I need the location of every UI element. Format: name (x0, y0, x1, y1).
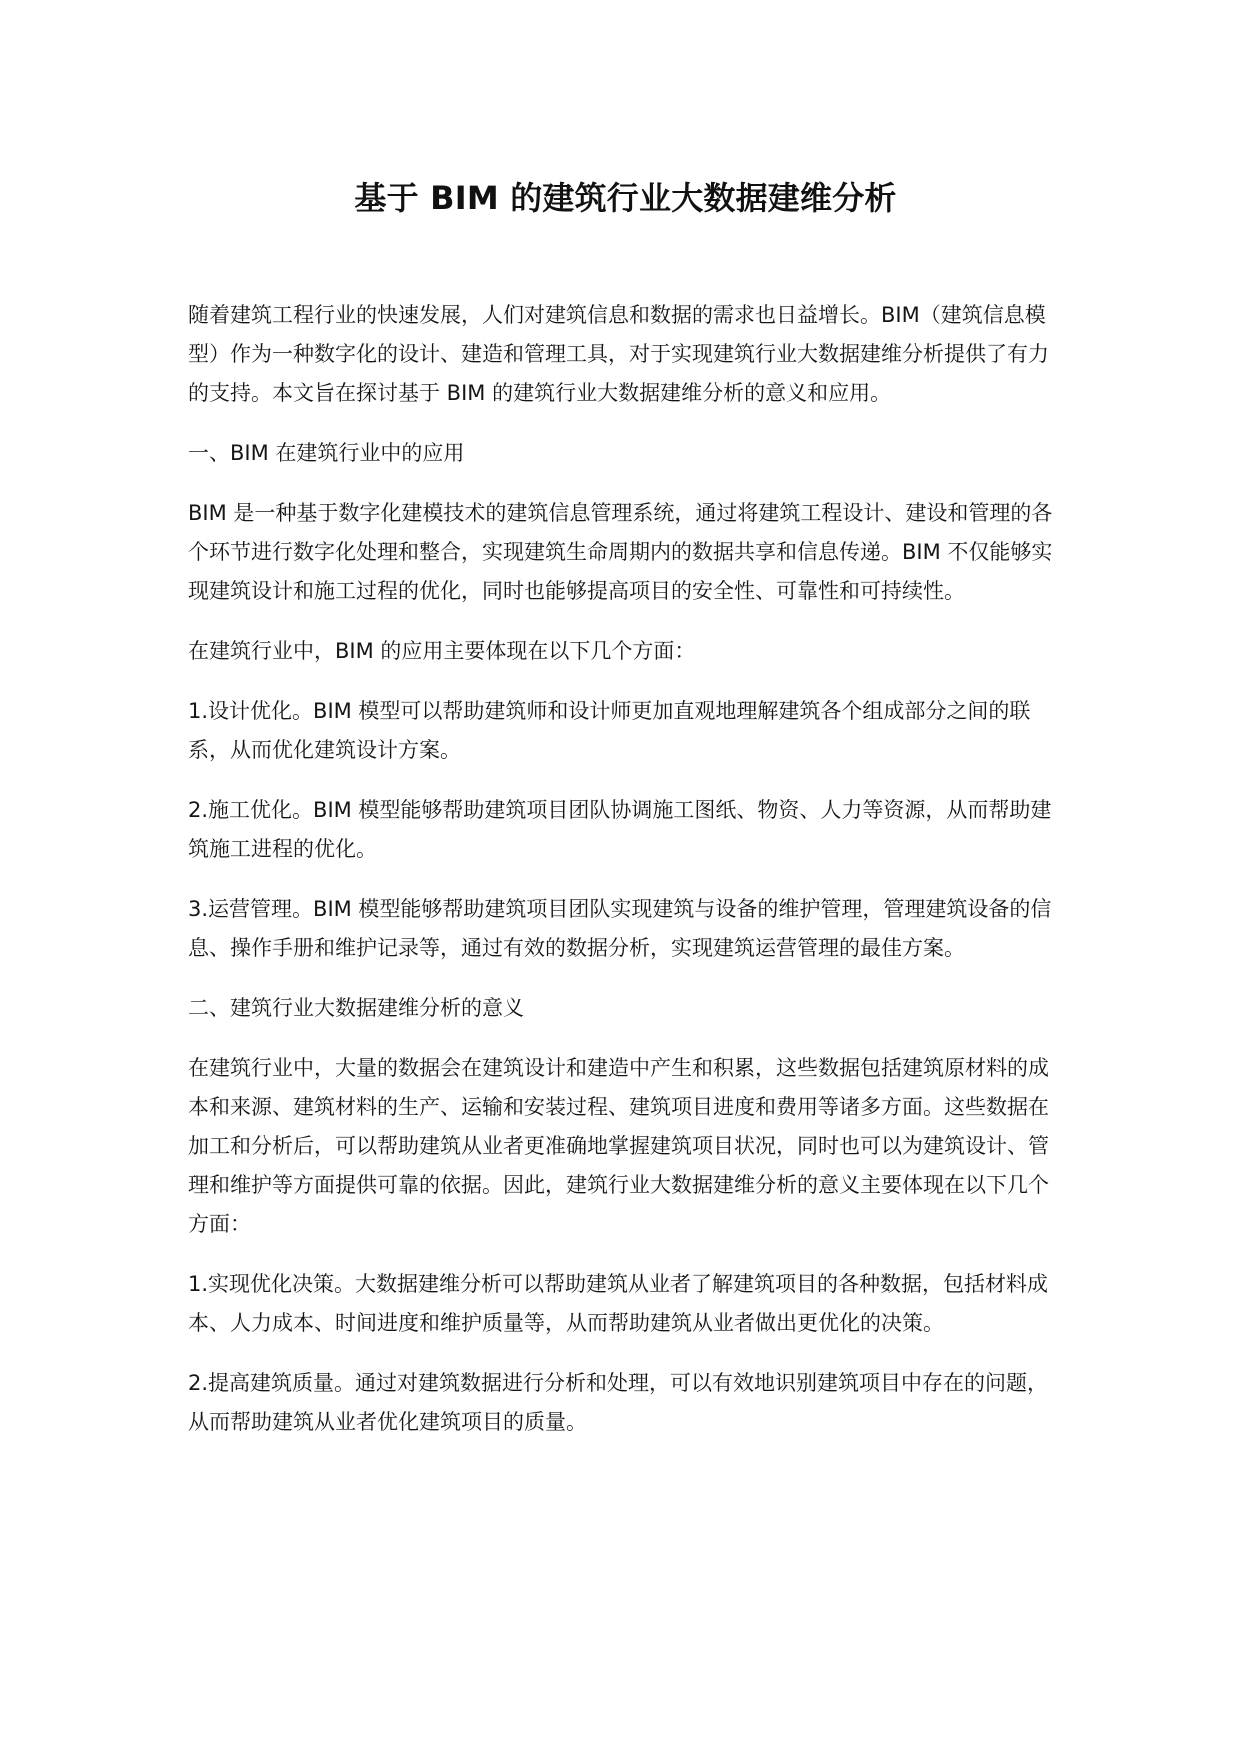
section-heading-big-data-significance: 二、建筑行业大数据建维分析的意义 (188, 996, 524, 1020)
construction-optimization-paragraph: 2.施工优化。BIM 模型能够帮助建筑项目团队协调施工图纸、物资、人力等资源，从而帮助建筑施工进程的优化。 (188, 798, 1052, 861)
big-data-significance-paragraph: 在建筑行业中，大量的数据会在建筑设计和建造中产生和积累，这些数据包括建筑原材料的成本和来源、建筑材料的生产、运输和安装过程、建筑项目进度和费用等诸多方面。这些数据在加工和分析后，可以帮助建筑从业者更准确地掌握建筑项目状况，同时也可以为建筑设计、管理和维护等方面提供可靠的依据。因此，建筑行业大数据建维分析的意义主要体现在以下几个方面： (188, 1056, 1049, 1236)
document-body (188, 296, 1063, 1442)
bim-definition-paragraph: BIM 是一种基于数字化建模技术的建筑信息管理系统，通过将建筑工程设计、建设和管理的各个环节进行数字化处理和整合，实现建筑生命周期内的数据共享和信息传递。BIM 不仅能够实现建筑设计和施工过程的优化，同时也能够提高项目的安全性、可靠性和可持续性。 (188, 501, 1053, 603)
bim-application-intro-paragraph: 在建筑行业中，BIM 的应用主要体现在以下几个方面： (188, 639, 696, 663)
document-content (188, 176, 1063, 1463)
document-title: 基于 BIM 的建筑行业大数据建维分析 (354, 179, 897, 217)
operation-management-paragraph: 3.运营管理。BIM 模型能够帮助建筑项目团队实现建筑与设备的维护管理，管理建筑设备的信息、操作手册和维护记录等，通过有效的数据分析，实现建筑运营管理的最佳方案。 (188, 897, 1052, 960)
optimized-decision-paragraph: 1.实现优化决策。大数据建维分析可以帮助建筑从业者了解建筑项目的各种数据，包括材料成本、人力成本、时间进度和维护质量等，从而帮助建筑从业者做出更优化的决策。 (188, 1272, 1049, 1335)
section-heading-bim-application: 一、BIM 在建筑行业中的应用 (188, 441, 465, 465)
design-optimization-paragraph: 1.设计优化。BIM 模型可以帮助建筑师和设计师更加直观地理解建筑各个组成部分之间的联系，从而优化建筑设计方案。 (188, 699, 1031, 762)
building-quality-paragraph: 2.提高建筑质量。通过对建筑数据进行分析和处理，可以有效地识别建筑项目中存在的问题，从而帮助建筑从业者优化建筑项目的质量。 (188, 1371, 1049, 1434)
intro-paragraph: 随着建筑工程行业的快速发展，人们对建筑信息和数据的需求也日益增长。BIM（建筑信息模型）作为一种数字化的设计、建造和管理工具，对于实现建筑行业大数据建维分析提供了有力的支持。本文旨在探讨基于 BIM 的建筑行业大数据建维分析的意义和应用。 (188, 303, 1049, 405)
